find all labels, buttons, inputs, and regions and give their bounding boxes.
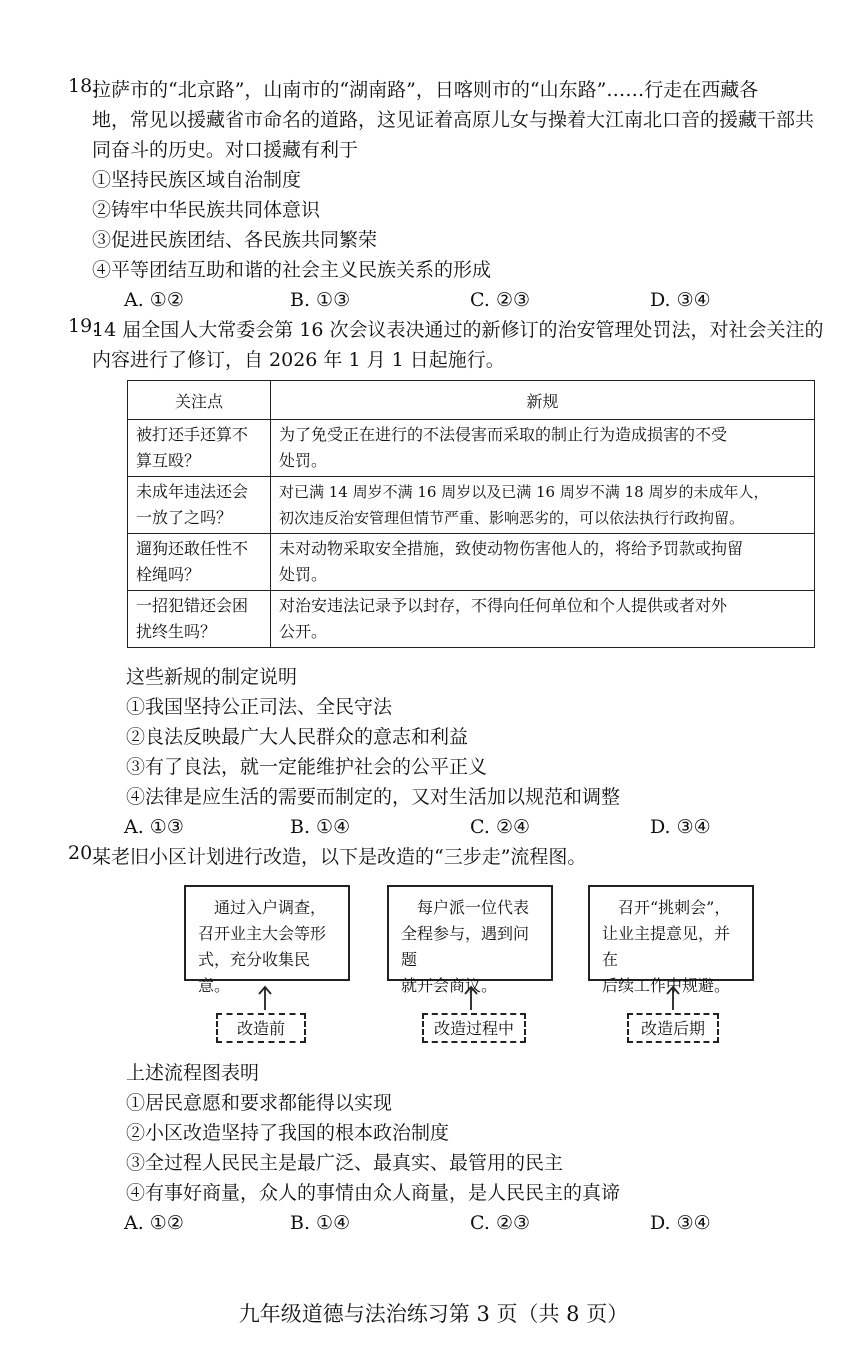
question-stem: 上述流程图表明 [126, 1062, 260, 1084]
statement: ④有事好商量，众人的事情由众人商量，是人民民主的真谛 [126, 1182, 621, 1204]
statement: ②良法反映最广大人民群众的意志和利益 [126, 726, 469, 748]
answer-choices [92, 812, 822, 842]
choice-b: B. ①④ [290, 1212, 351, 1234]
table-row [128, 534, 815, 591]
flow-box-before: 通过入户调查， 召开业主大会等形 式，充分收集民意。 [184, 885, 350, 981]
flow-box-during: 每户派一位代表 全程参与，遇到问题 就开会商议。 [387, 885, 553, 981]
statement: ③促进民族团结、各民族共同繁荣 [92, 229, 378, 251]
column-header: 新规 [271, 381, 815, 420]
up-arrow-icon [464, 985, 478, 1011]
page-footer: 九年级道德与法治练习第 3 页（共 8 页） [238, 1302, 629, 1326]
choice-c: C. ②④ [470, 816, 531, 838]
rule-cell: 对治安违法记录予以封存，不得向任何单位和个人提供或者对外 公开。 [271, 591, 815, 648]
answer-choices [92, 1208, 822, 1238]
statement: ②小区改造坚持了我国的根本政治制度 [126, 1122, 450, 1144]
statement: ②铸牢中华民族共同体意识 [92, 199, 321, 221]
question-20-options [92, 1058, 822, 1238]
rule-cell: 未对动物采取安全措施，致使动物伤害他人的，将给予罚款或拘留 处罚。 [271, 534, 815, 591]
question-18 [68, 75, 822, 315]
question-text-line: 14 届全国人大常委会第 16 次会议表决通过的新修订的治安管理处罚法，对社会关注的 [92, 319, 824, 341]
question-stem: 这些新规的制定说明 [126, 666, 298, 688]
law-changes-table [127, 380, 815, 648]
choice-a: A. ①③ [124, 816, 184, 838]
up-arrow-icon [666, 985, 680, 1011]
statement: ④法律是应生活的需要而制定的，又对生活加以规范和调整 [126, 786, 621, 808]
choice-d: D. ③④ [650, 1212, 711, 1234]
question-number: 19. [68, 315, 99, 337]
choice-a: A. ①② [124, 1212, 184, 1234]
topic-cell: 一招犯错还会困 扰终生吗？ [128, 591, 271, 648]
question-text-line: 地，常见以援藏省市命名的道路，这见证着高原儿女与操着大江南北口音的援藏干部共 [92, 109, 815, 131]
choice-c: C. ②③ [470, 289, 531, 311]
choice-b: B. ①③ [290, 289, 351, 311]
choice-d: D. ③④ [650, 289, 711, 311]
question-19 [68, 315, 824, 375]
question-number: 18. [68, 75, 99, 97]
stage-label-after: 改造后期 [627, 1013, 719, 1043]
topic-cell: 遛狗还敢任性不 栓绳吗？ [128, 534, 271, 591]
question-number: 20. [68, 842, 99, 864]
statement: ③全过程人民民主是最广泛、最真实、最管用的民主 [126, 1152, 564, 1174]
choice-b: B. ①④ [290, 816, 351, 838]
flow-box-after: 召开“挑刺会”， 让业主提意见，并在 后续工作中规避。 [588, 885, 754, 981]
answer-choices [92, 285, 822, 315]
question-text-line: 拉萨市的“北京路”，山南市的“湖南路”，日喀则市的“山东路”……行走在西藏各 [92, 79, 759, 101]
choice-d: D. ③④ [650, 816, 711, 838]
statement: ①坚持民族区域自治制度 [92, 169, 302, 191]
table-header-row [128, 381, 815, 420]
question-text-line: 同奋斗的历史。对口援藏有利于 [92, 139, 359, 161]
question-text-line: 某老旧小区计划进行改造，以下是改造的“三步走”流程图。 [92, 846, 587, 868]
question-20 [68, 842, 822, 872]
rule-cell: 为了免受正在进行的不法侵害而采取的制止行为造成损害的不受 处罚。 [271, 420, 815, 477]
statement: ③有了良法，就一定能维护社会的公平正义 [126, 756, 488, 778]
statement: ①居民意愿和要求都能得以实现 [126, 1092, 393, 1114]
topic-cell: 被打还手还算不 算互殴？ [128, 420, 271, 477]
column-header: 关注点 [128, 381, 271, 420]
topic-cell: 未成年违法还会 一放了之吗？ [128, 477, 271, 534]
statement: ①我国坚持公正司法、全民守法 [126, 696, 393, 718]
choice-a: A. ①② [124, 289, 184, 311]
stage-label-before: 改造前 [216, 1013, 306, 1043]
up-arrow-icon [258, 985, 272, 1011]
question-19-options [92, 662, 822, 842]
table-row [128, 591, 815, 648]
choice-c: C. ②③ [470, 1212, 531, 1234]
statement: ④平等团结互助和谐的社会主义民族关系的形成 [92, 259, 492, 281]
stage-label-during: 改造过程中 [422, 1013, 526, 1043]
table-row [128, 477, 815, 534]
rule-cell: 对已满 14 周岁不满 16 周岁以及已满 16 周岁不满 18 周岁的未成年人， 初次违反治安管理但情节严重、影响恶劣的，可以依法执行行政拘留。 [271, 477, 815, 534]
table-row [128, 420, 815, 477]
question-text-line: 内容进行了修订，自 2026 年 1 月 1 日起施行。 [92, 349, 505, 371]
